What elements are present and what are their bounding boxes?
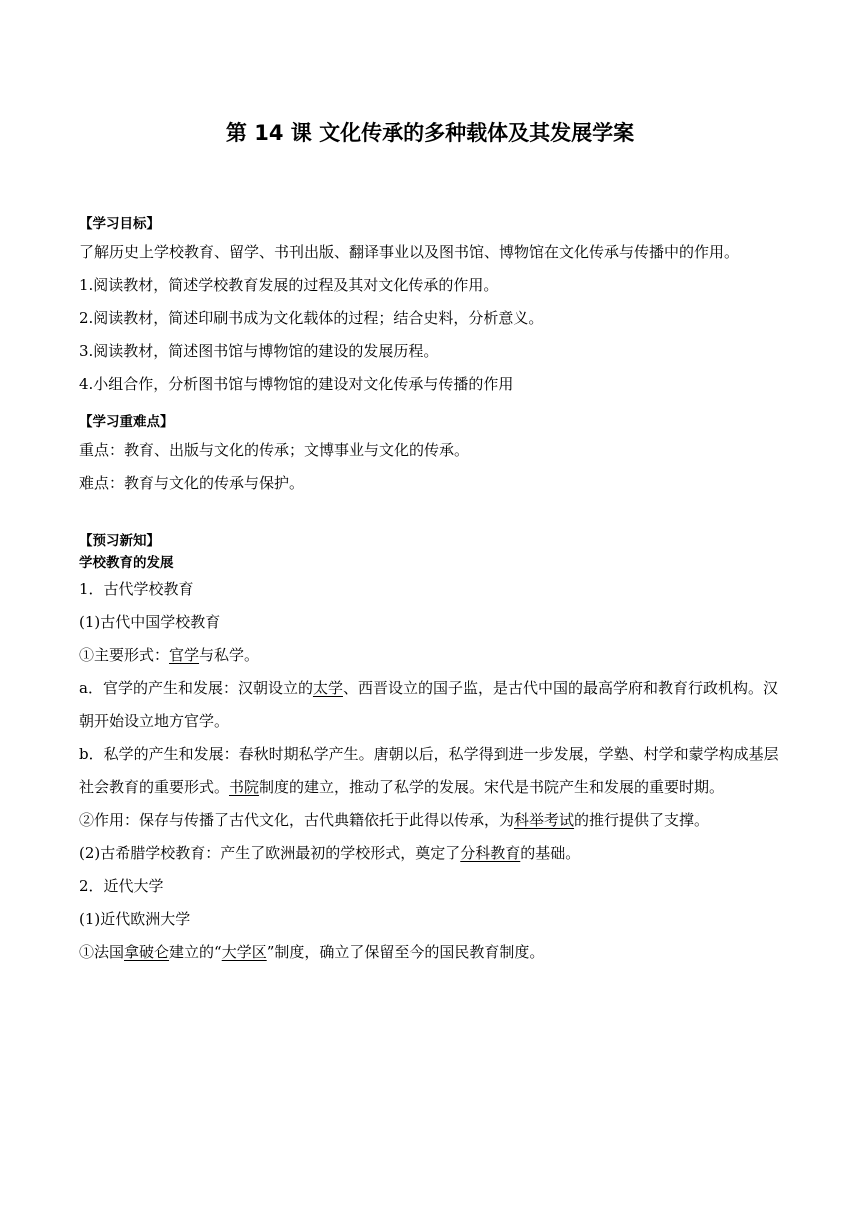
section-heading-key-points: 【学习重难点】 [79,414,174,430]
preview-line-6 [79,804,785,837]
text-segment: ①法国 [79,943,125,961]
objective-item-4: 4.小组合作，分析图书馆与博物馆的建设对文化传承与传播的作用 [79,375,514,393]
text-segment: ①主要形式： [79,646,170,664]
preview-line-4 [79,672,785,738]
preview-line-10 [79,936,785,969]
document-body [79,212,785,969]
key-point-difficulty: 难点：教育与文化的传承与保护。 [79,474,305,492]
underlined-term: 太学 [312,679,343,697]
text-segment: 建立的“ [169,943,222,961]
preview-subheading: 学校教育的发展 [79,555,174,571]
text-segment: 制度的建立，推动了私学的发展。宋代是书院产生和发展的重要时期。 [259,778,725,796]
section-heading-objectives: 【学习目标】 [79,216,160,232]
underlined-term: 官学 [169,646,200,664]
underlined-term: 拿破仑 [124,943,170,961]
objective-item-1: 1.阅读教材，简述学校教育发展的过程及其对文化传承的作用。 [79,276,499,294]
text-segment: a．官学的产生和发展：汉朝设立的 [79,679,313,697]
text-segment: ”制度，确立了保留至今的国民教育制度。 [266,943,545,961]
text-segment: (2)古希腊学校教育：产生了欧洲最初的学校形式，奠定了 [79,844,461,862]
objective-item-3: 3.阅读教材，简述图书馆与博物馆的建设的发展历程。 [79,342,439,360]
text-segment: 、西晋设立的国子监，是古代中国的最高学府和教育行政机构。汉朝开始设立地方官学。 [79,679,778,730]
underlined-term: 科举考试 [514,811,575,829]
preview-line-9: (1)近代欧洲大学 [79,910,191,928]
underlined-term: 大学区 [221,943,267,961]
page-title: 第 14 课 文化传承的多种载体及其发展学案 [225,121,635,145]
section-heading-preview: 【预习新知】 [79,533,160,549]
text-segment: 的推行提供了支撑。 [574,811,710,829]
text-segment: 与私学。 [199,646,260,664]
text-segment: b．私学的产生和发展：春秋时期私学产生。唐朝以后，私学得到进一步发展，学塾、村学和蒙学构成基层社会教育的重要形式。 [79,745,779,796]
preview-line-3 [79,639,785,672]
underlined-term: 书院 [229,778,260,796]
objective-item-2: 2.阅读教材，简述印刷书成为文化载体的过程；结合史料，分析意义。 [79,309,544,327]
preview-line-8: 2．近代大学 [79,877,164,895]
preview-line-1: 1．古代学校教育 [79,580,194,598]
objectives-intro: 了解历史上学校教育、留学、书刊出版、翻译事业以及图书馆、博物馆在文化传承与传播中的作用。 [79,243,740,261]
underlined-term: 分科教育 [460,844,521,862]
preview-line-2: (1)古代中国学校教育 [79,613,221,631]
text-segment: ②作用：保存与传播了古代文化，古代典籍依托于此得以传承，为 [79,811,515,829]
text-segment: 的基础。 [520,844,581,862]
key-point-focus: 重点：教育、出版与文化的传承；文博事业与文化的传承。 [79,441,470,459]
preview-line-5 [79,738,785,804]
preview-line-7 [79,837,785,870]
